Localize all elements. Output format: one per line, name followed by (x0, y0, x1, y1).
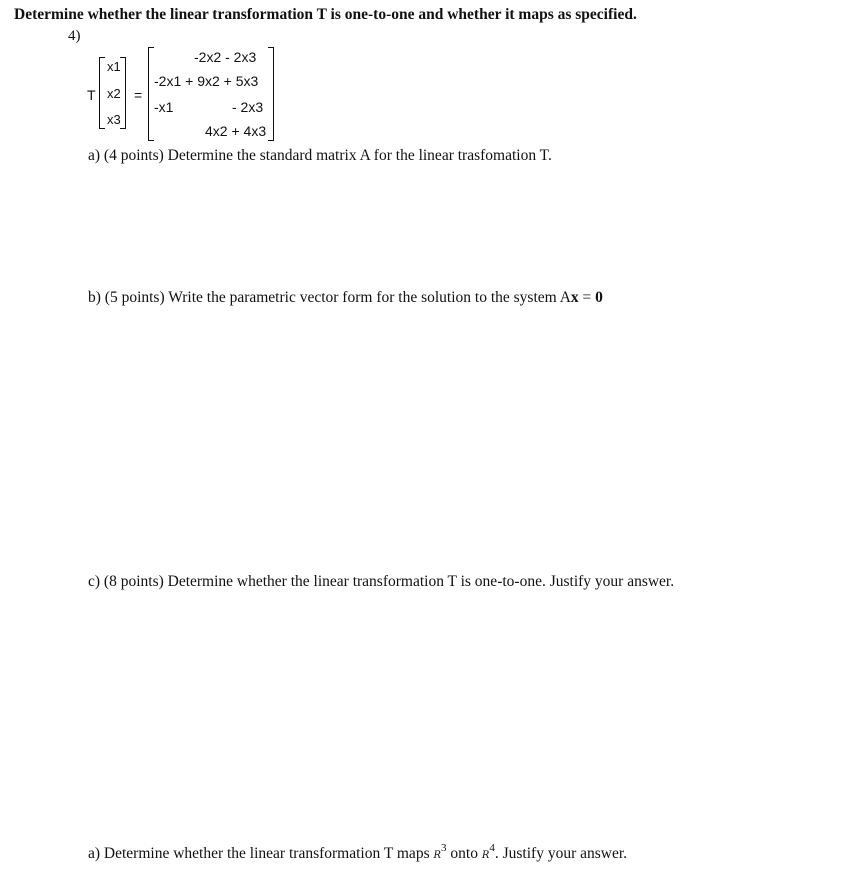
part-b-equals: = (578, 289, 596, 306)
part-c-prompt: c) (8 points) Determine whether the linear transformation T is one-to-one. Justify your answer. (88, 573, 675, 590)
matrix-row-4: 4x2 + 4x3 (205, 123, 267, 139)
matrix-row-2: -2x1 + 9x2 + 5x3 (154, 73, 259, 89)
part-d-prompt (88, 842, 627, 863)
equals-sign: = (134, 87, 143, 103)
question-number: 4) (68, 28, 81, 44)
part-d-suffix: . Justify your answer. (494, 845, 628, 862)
vector-entry-x1: x1 (107, 59, 121, 74)
zero-vector-bold: 0 (595, 289, 603, 306)
matrix-left-bracket (148, 47, 154, 141)
part-d-text: a) Determine whether the linear transformation T maps (88, 845, 434, 862)
matrix-right-bracket (268, 47, 274, 141)
matrix-equation (84, 47, 284, 147)
dimension-4: 4 (489, 842, 495, 854)
dimension-3: 3 (441, 842, 447, 854)
part-d-onto: onto (446, 845, 482, 862)
real-space-symbol: R (481, 850, 490, 861)
transformation-symbol: T (87, 87, 96, 103)
real-space-symbol: R (433, 850, 442, 861)
matrix-row-3-right: - 2x3 (232, 99, 264, 115)
part-b-prompt (88, 289, 603, 307)
matrix-row-3-left: -x1 (154, 99, 174, 115)
vector-x-bold: x (570, 289, 579, 306)
instructions-header: Determine whether the linear transformation T is one-to-one and whether it maps as specified. (14, 6, 637, 23)
vector-entry-x3: x3 (107, 112, 121, 127)
vector-left-bracket (99, 57, 105, 129)
part-a-prompt: a) (4 points) Determine the standard matrix A for the linear trasfomation T. (88, 147, 552, 164)
matrix-row-1: -2x2 - 2x3 (194, 49, 257, 65)
vector-right-bracket (120, 57, 126, 129)
part-b-text: b) (5 points) Write the parametric vector form for the solution to the system A (88, 289, 571, 306)
vector-entry-x2: x2 (107, 86, 121, 101)
